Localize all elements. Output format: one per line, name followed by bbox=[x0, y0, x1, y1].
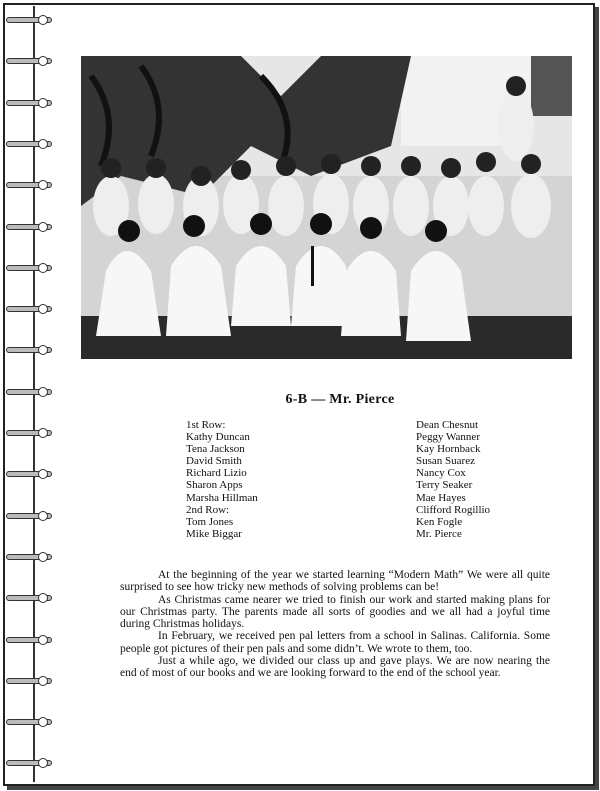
student-name: Sharon Apps bbox=[186, 479, 243, 492]
student-name: Richard Lizio bbox=[186, 467, 247, 480]
class-heading: 6-B — Mr. Pierce bbox=[285, 392, 395, 407]
binding-ring bbox=[6, 303, 58, 313]
student-name: Kathy Duncan bbox=[186, 431, 250, 444]
binding-ring bbox=[6, 468, 58, 478]
binding-ring bbox=[6, 675, 58, 685]
student-name: 2nd Row: bbox=[186, 503, 230, 516]
binding-ring bbox=[6, 510, 58, 520]
binding-ring bbox=[6, 427, 58, 437]
binding-ring bbox=[6, 262, 58, 272]
class-narrative bbox=[120, 569, 550, 680]
binding-ring bbox=[6, 138, 58, 148]
binding-ring bbox=[6, 716, 58, 726]
student-name: Kay Hornback bbox=[416, 443, 481, 456]
student-name: Dean Chesnut bbox=[416, 419, 479, 431]
student-name: Ken Fogle bbox=[416, 515, 463, 528]
student-name: Mike Biggar bbox=[186, 527, 242, 540]
binding-ring bbox=[6, 344, 58, 354]
student-name: 1st Row: bbox=[186, 419, 226, 431]
binding-ring bbox=[6, 97, 58, 107]
narrative-paragraph: Just a while ago, we divided our class up and gave plays. We are now nearing the end of most of our books and we are looking forward to the end of the school year. bbox=[120, 655, 550, 680]
student-name: Marsha Hillman bbox=[186, 491, 258, 504]
binding-ring bbox=[6, 179, 58, 189]
names-left-column bbox=[186, 419, 258, 540]
binding-ring bbox=[6, 55, 58, 65]
narrative-paragraph: In February, we received pen pal letters from a school in Salinas. California. Some people got pictures of their pen pals and some didn’t. We wrote to them, too. bbox=[120, 630, 550, 655]
narrative-paragraph: At the beginning of the year we started learning “Modern Math” We were all quite surprised to see how tricky new methods of solving problems can be! bbox=[120, 569, 550, 594]
binding-ring bbox=[6, 551, 58, 561]
student-name: Tena Jackson bbox=[186, 443, 245, 456]
student-name: Clifford Rogillio bbox=[416, 503, 491, 516]
student-name: David Smith bbox=[186, 455, 242, 468]
student-name: Terry Seaker bbox=[416, 479, 473, 492]
binding-ring bbox=[6, 14, 58, 24]
student-name: Mae Hayes bbox=[416, 491, 466, 504]
student-name: Nancy Cox bbox=[416, 467, 466, 480]
binding-ring bbox=[6, 592, 58, 602]
binding-ring bbox=[6, 221, 58, 231]
student-name: Peggy Wanner bbox=[416, 431, 480, 444]
student-name: Susan Suarez bbox=[416, 455, 475, 468]
narrative-paragraph: As Christmas came nearer we tried to finish our work and started making plans for our Christmas party. The parents made all sorts of goodies and we all had a joyful time during Christmas holidays. bbox=[120, 593, 550, 631]
class-photo bbox=[81, 56, 572, 359]
binding-ring bbox=[6, 757, 58, 767]
binding-ring bbox=[6, 386, 58, 396]
binding-ring bbox=[6, 634, 58, 644]
names-right-column bbox=[416, 419, 490, 540]
student-name: Tom Jones bbox=[186, 515, 234, 528]
class-photo-image bbox=[81, 56, 572, 359]
student-name: Mr. Pierce bbox=[416, 527, 462, 540]
